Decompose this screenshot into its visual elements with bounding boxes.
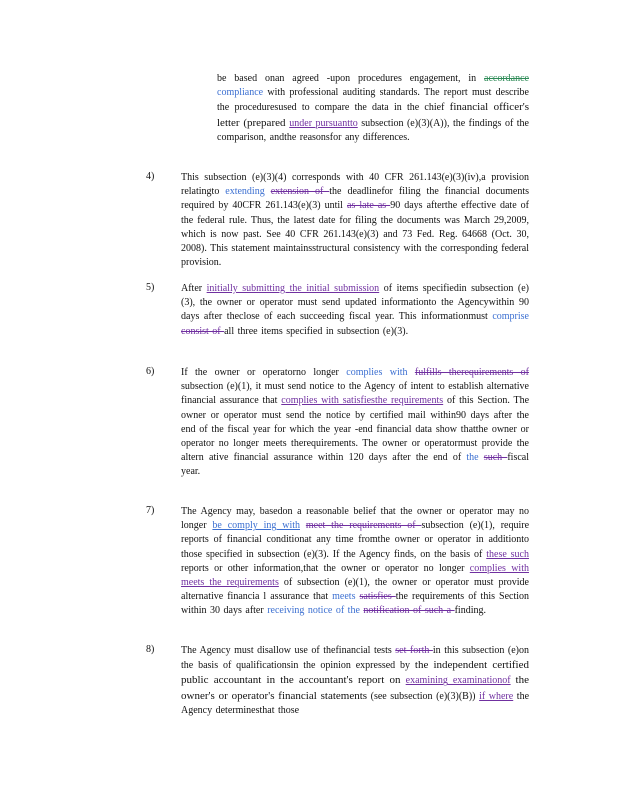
text: the deadlinefor filing the financial documents required by 40CFR 261.143(e)(3) until	[181, 186, 530, 212]
text: subsection (e)(1), require reports of financial conditionat any time fromthe owner or operator in additionto those specified in subsection (e)(3). If the Agency finds, on the basis of	[181, 520, 530, 560]
text: 90 days afterthe effective date of the federal rule. Thus, the latest date for filing the documents was March 29,2009, which is now past. See 40 CFR 261.143(e)(3) and 73 Fed. Reg. 64668 (Oct. 30, 2008). This statement maintainsstructural consistency with the corresponding federal provision.	[181, 200, 530, 269]
text-large: the owner's or operator's financial statements	[181, 674, 529, 702]
text: finding.	[454, 605, 486, 617]
deleted-text: notification of such a	[363, 605, 455, 617]
item-paragraph	[181, 366, 529, 480]
inserted-text: the	[466, 452, 479, 464]
item-paragraph	[181, 644, 529, 718]
text: The Agency may, basedon a reasonable belief that the owner or operator may no longer	[181, 506, 529, 532]
text: all three items specified in subsection (e)(3).	[224, 325, 409, 337]
text: the Agency determinesthat those	[181, 690, 530, 716]
item-paragraph	[181, 171, 529, 270]
text: (see subsection (e)(3)(B))	[367, 690, 480, 702]
text: of items specifiedin subsection (e)(3), the owner or operator must send updated informationto the Agencywithin 90 days after theclose of each succeeding fiscal year. This informationmust	[181, 283, 529, 323]
inserted-text: comprise	[492, 311, 529, 323]
inserted-text: be comply ing with	[212, 520, 300, 532]
deleted-text: satisfies	[359, 591, 396, 603]
deleted-text: set forth	[395, 645, 433, 656]
inserted-text: initially submitting	[206, 283, 290, 294]
item-number: 5)	[146, 282, 155, 293]
inserted-text: complies with	[346, 367, 408, 378]
deleted-text: such	[483, 452, 508, 464]
text: with professional auditing standards. The report must describe the proceduresused to compare the data in the chief	[217, 87, 529, 114]
inserted-text: under	[289, 117, 316, 129]
inserted-text: complies with meets the requirements	[181, 562, 529, 589]
text: in this subsection (e)on the basis of qualificationsin the opinion expressed by	[181, 645, 530, 672]
inserted-text: examining examinationof	[405, 675, 511, 687]
inserted-text: the initial submission	[289, 283, 380, 294]
inserted-text: these such	[486, 548, 529, 560]
deleted-text: fulfills therequirements of	[414, 367, 530, 378]
item-paragraph	[181, 282, 529, 339]
inserted-text: pursuantto	[315, 117, 358, 129]
item-number: 8)	[146, 644, 155, 655]
inserted-text: receiving notice of the	[267, 605, 360, 617]
inserted-text: meets	[332, 591, 356, 603]
text: The Agency must disallow use of thefinancial tests	[181, 645, 396, 656]
deleted-text: as late as	[347, 200, 391, 212]
text: reports or other information,that the owner or operator no longer	[181, 562, 470, 574]
item-number: 6)	[146, 366, 155, 377]
deleted-text: consist of	[181, 325, 225, 337]
text: fiscal year.	[181, 452, 529, 478]
inserted-text: compliance	[217, 87, 264, 99]
deleted-text: meet the requirements of	[305, 520, 422, 532]
text	[408, 367, 415, 378]
text: of subsection (e)(1), the owner or operator must provide alternative financia l assurance that	[181, 577, 529, 603]
text: of this Section. The owner or operator must send the notice by certified mail within90 days after the end of the fiscal year for which the year -end financial data show thatthe owner or operator no longer meets therequirements. The owner or operatormust provide the altern ative financial assurance within 120 days after the end of	[181, 395, 530, 464]
continuation-paragraph	[217, 72, 529, 145]
text: This subsection (e)(3)(4) corresponds with 40 CFR 261.143(e)(3)(iv),a provision relatingto	[181, 172, 529, 198]
item-number: 4)	[146, 171, 155, 182]
text: subsection (e)(3)(A)), the findings of the comparison, andthe reasonsfor any differences.	[217, 117, 530, 143]
deleted-text: extension of	[270, 186, 330, 198]
text-large: the independent certified public accountant in the accountant's report on	[181, 659, 529, 687]
inserted-text: extending	[225, 186, 265, 198]
text: be based onan agreed -upon procedures engagement, in	[217, 73, 485, 84]
item-number: 7)	[146, 505, 155, 516]
text: After	[181, 283, 207, 294]
text: the requirements of this Section within 30 days after	[181, 591, 530, 617]
text-large: financial officer's letter (prepared	[217, 101, 530, 129]
inserted-text: if where	[479, 690, 514, 702]
text: If the owner or operatorno longer	[181, 367, 347, 378]
deleted-text: accordance	[484, 73, 529, 84]
text: subsection (e)(1), it must send notice to the Agency of intent to establish alternative financial assurance that	[181, 381, 529, 407]
inserted-text: complies with satisfiesthe requirements	[281, 395, 444, 407]
item-paragraph	[181, 505, 529, 619]
